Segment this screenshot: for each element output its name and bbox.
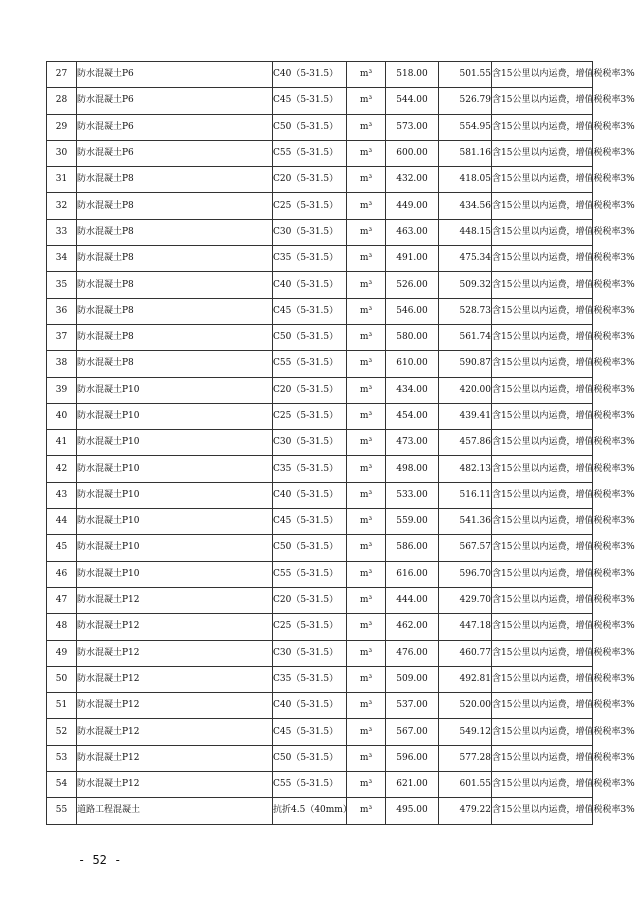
material-name-cell: 防水混凝土P6 [77, 114, 273, 140]
specification-cell: C25（5-31.5） [273, 193, 347, 219]
unit-cell: m³ [347, 587, 386, 613]
price-tax-included-cell: 559.00 [386, 509, 439, 535]
price-tax-included-cell: 580.00 [386, 324, 439, 350]
price-tax-included-cell: 491.00 [386, 246, 439, 272]
specification-cell: C40（5-31.5） [273, 272, 347, 298]
remark-cell: 含15公里以内运费，增值税税率3% [492, 324, 593, 350]
unit-cell: m³ [347, 246, 386, 272]
row-number-cell: 33 [47, 219, 77, 245]
remark-cell: 含15公里以内运费，增值税税率3% [492, 772, 593, 798]
material-name-cell: 防水混凝土P8 [77, 246, 273, 272]
unit-cell: m³ [347, 561, 386, 587]
material-name-cell: 防水混凝土P10 [77, 509, 273, 535]
price-tax-excluded-cell: 501.55 [439, 62, 492, 88]
price-tax-excluded-cell: 590.87 [439, 351, 492, 377]
price-tax-included-cell: 537.00 [386, 693, 439, 719]
material-name-cell: 防水混凝土P10 [77, 456, 273, 482]
material-name-cell: 防水混凝土P8 [77, 351, 273, 377]
specification-cell: C55（5-31.5） [273, 140, 347, 166]
material-name-cell: 道路工程混凝土 [77, 798, 273, 824]
specification-cell: C35（5-31.5） [273, 456, 347, 482]
table-row [47, 666, 593, 692]
price-tax-excluded-cell: 554.95 [439, 114, 492, 140]
row-number-cell: 30 [47, 140, 77, 166]
table-row [47, 509, 593, 535]
specification-cell: C40（5-31.5） [273, 482, 347, 508]
remark-cell: 含15公里以内运费，增值税税率3% [492, 193, 593, 219]
price-tax-included-cell: 449.00 [386, 193, 439, 219]
remark-cell: 含15公里以内运费，增值税税率3% [492, 587, 593, 613]
remark-cell: 含15公里以内运费，增值税税率3% [492, 614, 593, 640]
specification-cell: C50（5-31.5） [273, 324, 347, 350]
row-number-cell: 44 [47, 509, 77, 535]
price-tax-excluded-cell: 457.86 [439, 430, 492, 456]
specification-cell: C55（5-31.5） [273, 772, 347, 798]
table-row [47, 298, 593, 324]
remark-cell: 含15公里以内运费，增值税税率3% [492, 377, 593, 403]
price-tax-excluded-cell: 492.81 [439, 666, 492, 692]
specification-cell: C25（5-31.5） [273, 614, 347, 640]
table-row [47, 798, 593, 824]
price-tax-included-cell: 586.00 [386, 535, 439, 561]
row-number-cell: 35 [47, 272, 77, 298]
table-row [47, 167, 593, 193]
specification-cell: 抗折4.5（40mm） [273, 798, 347, 824]
unit-cell: m³ [347, 298, 386, 324]
price-tax-included-cell: 616.00 [386, 561, 439, 587]
price-tax-included-cell: 463.00 [386, 219, 439, 245]
row-number-cell: 39 [47, 377, 77, 403]
material-name-cell: 防水混凝土P10 [77, 377, 273, 403]
price-tax-excluded-cell: 482.13 [439, 456, 492, 482]
material-name-cell: 防水混凝土P10 [77, 535, 273, 561]
remark-cell: 含15公里以内运费，增值税税率3% [492, 351, 593, 377]
specification-cell: C30（5-31.5） [273, 219, 347, 245]
unit-cell: m³ [347, 430, 386, 456]
material-name-cell: 防水混凝土P10 [77, 403, 273, 429]
material-name-cell: 防水混凝土P8 [77, 324, 273, 350]
unit-cell: m³ [347, 693, 386, 719]
price-tax-included-cell: 495.00 [386, 798, 439, 824]
material-name-cell: 防水混凝土P8 [77, 298, 273, 324]
unit-cell: m³ [347, 114, 386, 140]
unit-cell: m³ [347, 403, 386, 429]
price-tax-included-cell: 621.00 [386, 772, 439, 798]
row-number-cell: 45 [47, 535, 77, 561]
table-row [47, 351, 593, 377]
unit-cell: m³ [347, 772, 386, 798]
row-number-cell: 49 [47, 640, 77, 666]
specification-cell: C40（5-31.5） [273, 62, 347, 88]
table-row [47, 324, 593, 350]
material-name-cell: 防水混凝土P8 [77, 272, 273, 298]
table-row [47, 430, 593, 456]
remark-cell: 含15公里以内运费，增值税税率3% [492, 535, 593, 561]
row-number-cell: 36 [47, 298, 77, 324]
material-name-cell: 防水混凝土P10 [77, 430, 273, 456]
specification-cell: C35（5-31.5） [273, 666, 347, 692]
table-row [47, 246, 593, 272]
specification-cell: C50（5-31.5） [273, 114, 347, 140]
row-number-cell: 55 [47, 798, 77, 824]
remark-cell: 含15公里以内运费，增值税税率3% [492, 456, 593, 482]
row-number-cell: 51 [47, 693, 77, 719]
price-tax-excluded-cell: 434.56 [439, 193, 492, 219]
price-tax-excluded-cell: 561.74 [439, 324, 492, 350]
table-row [47, 640, 593, 666]
price-tax-included-cell: 476.00 [386, 640, 439, 666]
row-number-cell: 46 [47, 561, 77, 587]
price-tax-included-cell: 462.00 [386, 614, 439, 640]
price-tax-excluded-cell: 460.77 [439, 640, 492, 666]
material-name-cell: 防水混凝土P12 [77, 666, 273, 692]
unit-cell: m³ [347, 140, 386, 166]
material-name-cell: 防水混凝土P6 [77, 62, 273, 88]
table-row [47, 219, 593, 245]
table-row [47, 693, 593, 719]
row-number-cell: 52 [47, 719, 77, 745]
row-number-cell: 37 [47, 324, 77, 350]
price-tax-included-cell: 600.00 [386, 140, 439, 166]
row-number-cell: 31 [47, 167, 77, 193]
price-tax-excluded-cell: 475.34 [439, 246, 492, 272]
specification-cell: C35（5-31.5） [273, 246, 347, 272]
price-tax-included-cell: 544.00 [386, 88, 439, 114]
price-tax-included-cell: 573.00 [386, 114, 439, 140]
unit-cell: m³ [347, 272, 386, 298]
remark-cell: 含15公里以内运费，增值税税率3% [492, 140, 593, 166]
material-name-cell: 防水混凝土P12 [77, 587, 273, 613]
table-row [47, 587, 593, 613]
unit-cell: m³ [347, 219, 386, 245]
price-tax-excluded-cell: 420.00 [439, 377, 492, 403]
row-number-cell: 54 [47, 772, 77, 798]
specification-cell: C55（5-31.5） [273, 561, 347, 587]
remark-cell: 含15公里以内运费，增值税税率3% [492, 114, 593, 140]
unit-cell: m³ [347, 377, 386, 403]
row-number-cell: 27 [47, 62, 77, 88]
row-number-cell: 42 [47, 456, 77, 482]
remark-cell: 含15公里以内运费，增值税税率3% [492, 693, 593, 719]
price-tax-included-cell: 473.00 [386, 430, 439, 456]
row-number-cell: 32 [47, 193, 77, 219]
material-name-cell: 防水混凝土P12 [77, 719, 273, 745]
price-tax-included-cell: 596.00 [386, 745, 439, 771]
specification-cell: C20（5-31.5） [273, 377, 347, 403]
material-name-cell: 防水混凝土P8 [77, 219, 273, 245]
material-name-cell: 防水混凝土P8 [77, 167, 273, 193]
unit-cell: m³ [347, 719, 386, 745]
price-tax-included-cell: 432.00 [386, 167, 439, 193]
unit-cell: m³ [347, 193, 386, 219]
row-number-cell: 50 [47, 666, 77, 692]
price-tax-included-cell: 518.00 [386, 62, 439, 88]
row-number-cell: 40 [47, 403, 77, 429]
price-tax-excluded-cell: 439.41 [439, 403, 492, 429]
specification-cell: C25（5-31.5） [273, 403, 347, 429]
table-row [47, 193, 593, 219]
unit-cell: m³ [347, 745, 386, 771]
specification-cell: C45（5-31.5） [273, 509, 347, 535]
price-tax-included-cell: 509.00 [386, 666, 439, 692]
price-tax-included-cell: 498.00 [386, 456, 439, 482]
remark-cell: 含15公里以内运费，增值税税率3% [492, 509, 593, 535]
row-number-cell: 43 [47, 482, 77, 508]
specification-cell: C20（5-31.5） [273, 167, 347, 193]
material-name-cell: 防水混凝土P6 [77, 88, 273, 114]
remark-cell: 含15公里以内运费，增值税税率3% [492, 640, 593, 666]
unit-cell: m³ [347, 167, 386, 193]
row-number-cell: 34 [47, 246, 77, 272]
material-name-cell: 防水混凝土P12 [77, 693, 273, 719]
unit-cell: m³ [347, 88, 386, 114]
price-tax-excluded-cell: 567.57 [439, 535, 492, 561]
remark-cell: 含15公里以内运费，增值税税率3% [492, 430, 593, 456]
table-row [47, 62, 593, 88]
material-name-cell: 防水混凝土P12 [77, 772, 273, 798]
remark-cell: 含15公里以内运费，增值税税率3% [492, 298, 593, 324]
table-row [47, 614, 593, 640]
price-tax-included-cell: 454.00 [386, 403, 439, 429]
table-row [47, 403, 593, 429]
row-number-cell: 38 [47, 351, 77, 377]
material-name-cell: 防水混凝土P8 [77, 193, 273, 219]
price-tax-included-cell: 533.00 [386, 482, 439, 508]
price-table-body [47, 62, 635, 825]
row-number-cell: 29 [47, 114, 77, 140]
price-tax-excluded-cell: 516.11 [439, 482, 492, 508]
material-name-cell: 防水混凝土P10 [77, 561, 273, 587]
price-tax-excluded-cell: 541.36 [439, 509, 492, 535]
price-tax-included-cell: 526.00 [386, 272, 439, 298]
remark-cell: 含15公里以内运费，增值税税率3% [492, 798, 593, 824]
specification-cell: C45（5-31.5） [273, 719, 347, 745]
table-row [47, 140, 593, 166]
specification-cell: C55（5-31.5） [273, 351, 347, 377]
unit-cell: m³ [347, 640, 386, 666]
row-number-cell: 53 [47, 745, 77, 771]
remark-cell: 含15公里以内运费，增值税税率3% [492, 272, 593, 298]
price-tax-excluded-cell: 429.70 [439, 587, 492, 613]
remark-cell: 含15公里以内运费，增值税税率3% [492, 666, 593, 692]
remark-cell: 含15公里以内运费，增值税税率3% [492, 745, 593, 771]
price-tax-excluded-cell: 418.05 [439, 167, 492, 193]
unit-cell: m³ [347, 666, 386, 692]
specification-cell: C30（5-31.5） [273, 640, 347, 666]
price-tax-excluded-cell: 601.55 [439, 772, 492, 798]
remark-cell: 含15公里以内运费，增值税税率3% [492, 88, 593, 114]
remark-cell: 含15公里以内运费，增值税税率3% [492, 246, 593, 272]
material-name-cell: 防水混凝土P12 [77, 640, 273, 666]
table-row [47, 456, 593, 482]
material-name-cell: 防水混凝土P12 [77, 745, 273, 771]
price-tax-excluded-cell: 577.28 [439, 745, 492, 771]
specification-cell: C40（5-31.5） [273, 693, 347, 719]
specification-cell: C50（5-31.5） [273, 535, 347, 561]
unit-cell: m³ [347, 509, 386, 535]
remark-cell: 含15公里以内运费，增值税税率3% [492, 561, 593, 587]
price-tax-excluded-cell: 447.18 [439, 614, 492, 640]
table-row [47, 114, 593, 140]
price-tax-excluded-cell: 520.00 [439, 693, 492, 719]
row-number-cell: 48 [47, 614, 77, 640]
unit-cell: m³ [347, 798, 386, 824]
row-number-cell: 41 [47, 430, 77, 456]
price-tax-excluded-cell: 596.70 [439, 561, 492, 587]
specification-cell: C20（5-31.5） [273, 587, 347, 613]
specification-cell: C45（5-31.5） [273, 88, 347, 114]
specification-cell: C30（5-31.5） [273, 430, 347, 456]
table-row [47, 561, 593, 587]
table-row [47, 535, 593, 561]
price-tax-excluded-cell: 526.79 [439, 88, 492, 114]
specification-cell: C45（5-31.5） [273, 298, 347, 324]
price-tax-excluded-cell: 549.12 [439, 719, 492, 745]
unit-cell: m³ [347, 351, 386, 377]
price-tax-excluded-cell: 509.32 [439, 272, 492, 298]
material-name-cell: 防水混凝土P10 [77, 482, 273, 508]
price-tax-excluded-cell: 479.22 [439, 798, 492, 824]
unit-cell: m³ [347, 456, 386, 482]
remark-cell: 含15公里以内运费，增值税税率3% [492, 167, 593, 193]
price-tax-included-cell: 444.00 [386, 587, 439, 613]
unit-cell: m³ [347, 614, 386, 640]
price-table [46, 61, 635, 825]
price-tax-excluded-cell: 448.15 [439, 219, 492, 245]
material-name-cell: 防水混凝土P6 [77, 140, 273, 166]
remark-cell: 含15公里以内运费，增值税税率3% [492, 482, 593, 508]
price-tax-included-cell: 567.00 [386, 719, 439, 745]
price-tax-included-cell: 546.00 [386, 298, 439, 324]
table-row [47, 272, 593, 298]
table-row [47, 772, 593, 798]
unit-cell: m³ [347, 62, 386, 88]
table-row [47, 719, 593, 745]
price-tax-excluded-cell: 528.73 [439, 298, 492, 324]
unit-cell: m³ [347, 482, 386, 508]
specification-cell: C50（5-31.5） [273, 745, 347, 771]
page-number: - 52 - [78, 853, 122, 867]
row-number-cell: 47 [47, 587, 77, 613]
unit-cell: m³ [347, 535, 386, 561]
remark-cell: 含15公里以内运费，增值税税率3% [492, 62, 593, 88]
remark-cell: 含15公里以内运费，增值税税率3% [492, 219, 593, 245]
price-tax-excluded-cell: 581.16 [439, 140, 492, 166]
remark-cell: 含15公里以内运费，增值税税率3% [492, 719, 593, 745]
price-tax-included-cell: 610.00 [386, 351, 439, 377]
table-row [47, 377, 593, 403]
unit-cell: m³ [347, 324, 386, 350]
row-number-cell: 28 [47, 88, 77, 114]
table-row [47, 745, 593, 771]
price-tax-included-cell: 434.00 [386, 377, 439, 403]
table-row [47, 88, 593, 114]
material-name-cell: 防水混凝土P12 [77, 614, 273, 640]
table-row [47, 482, 593, 508]
remark-cell: 含15公里以内运费，增值税税率3% [492, 403, 593, 429]
